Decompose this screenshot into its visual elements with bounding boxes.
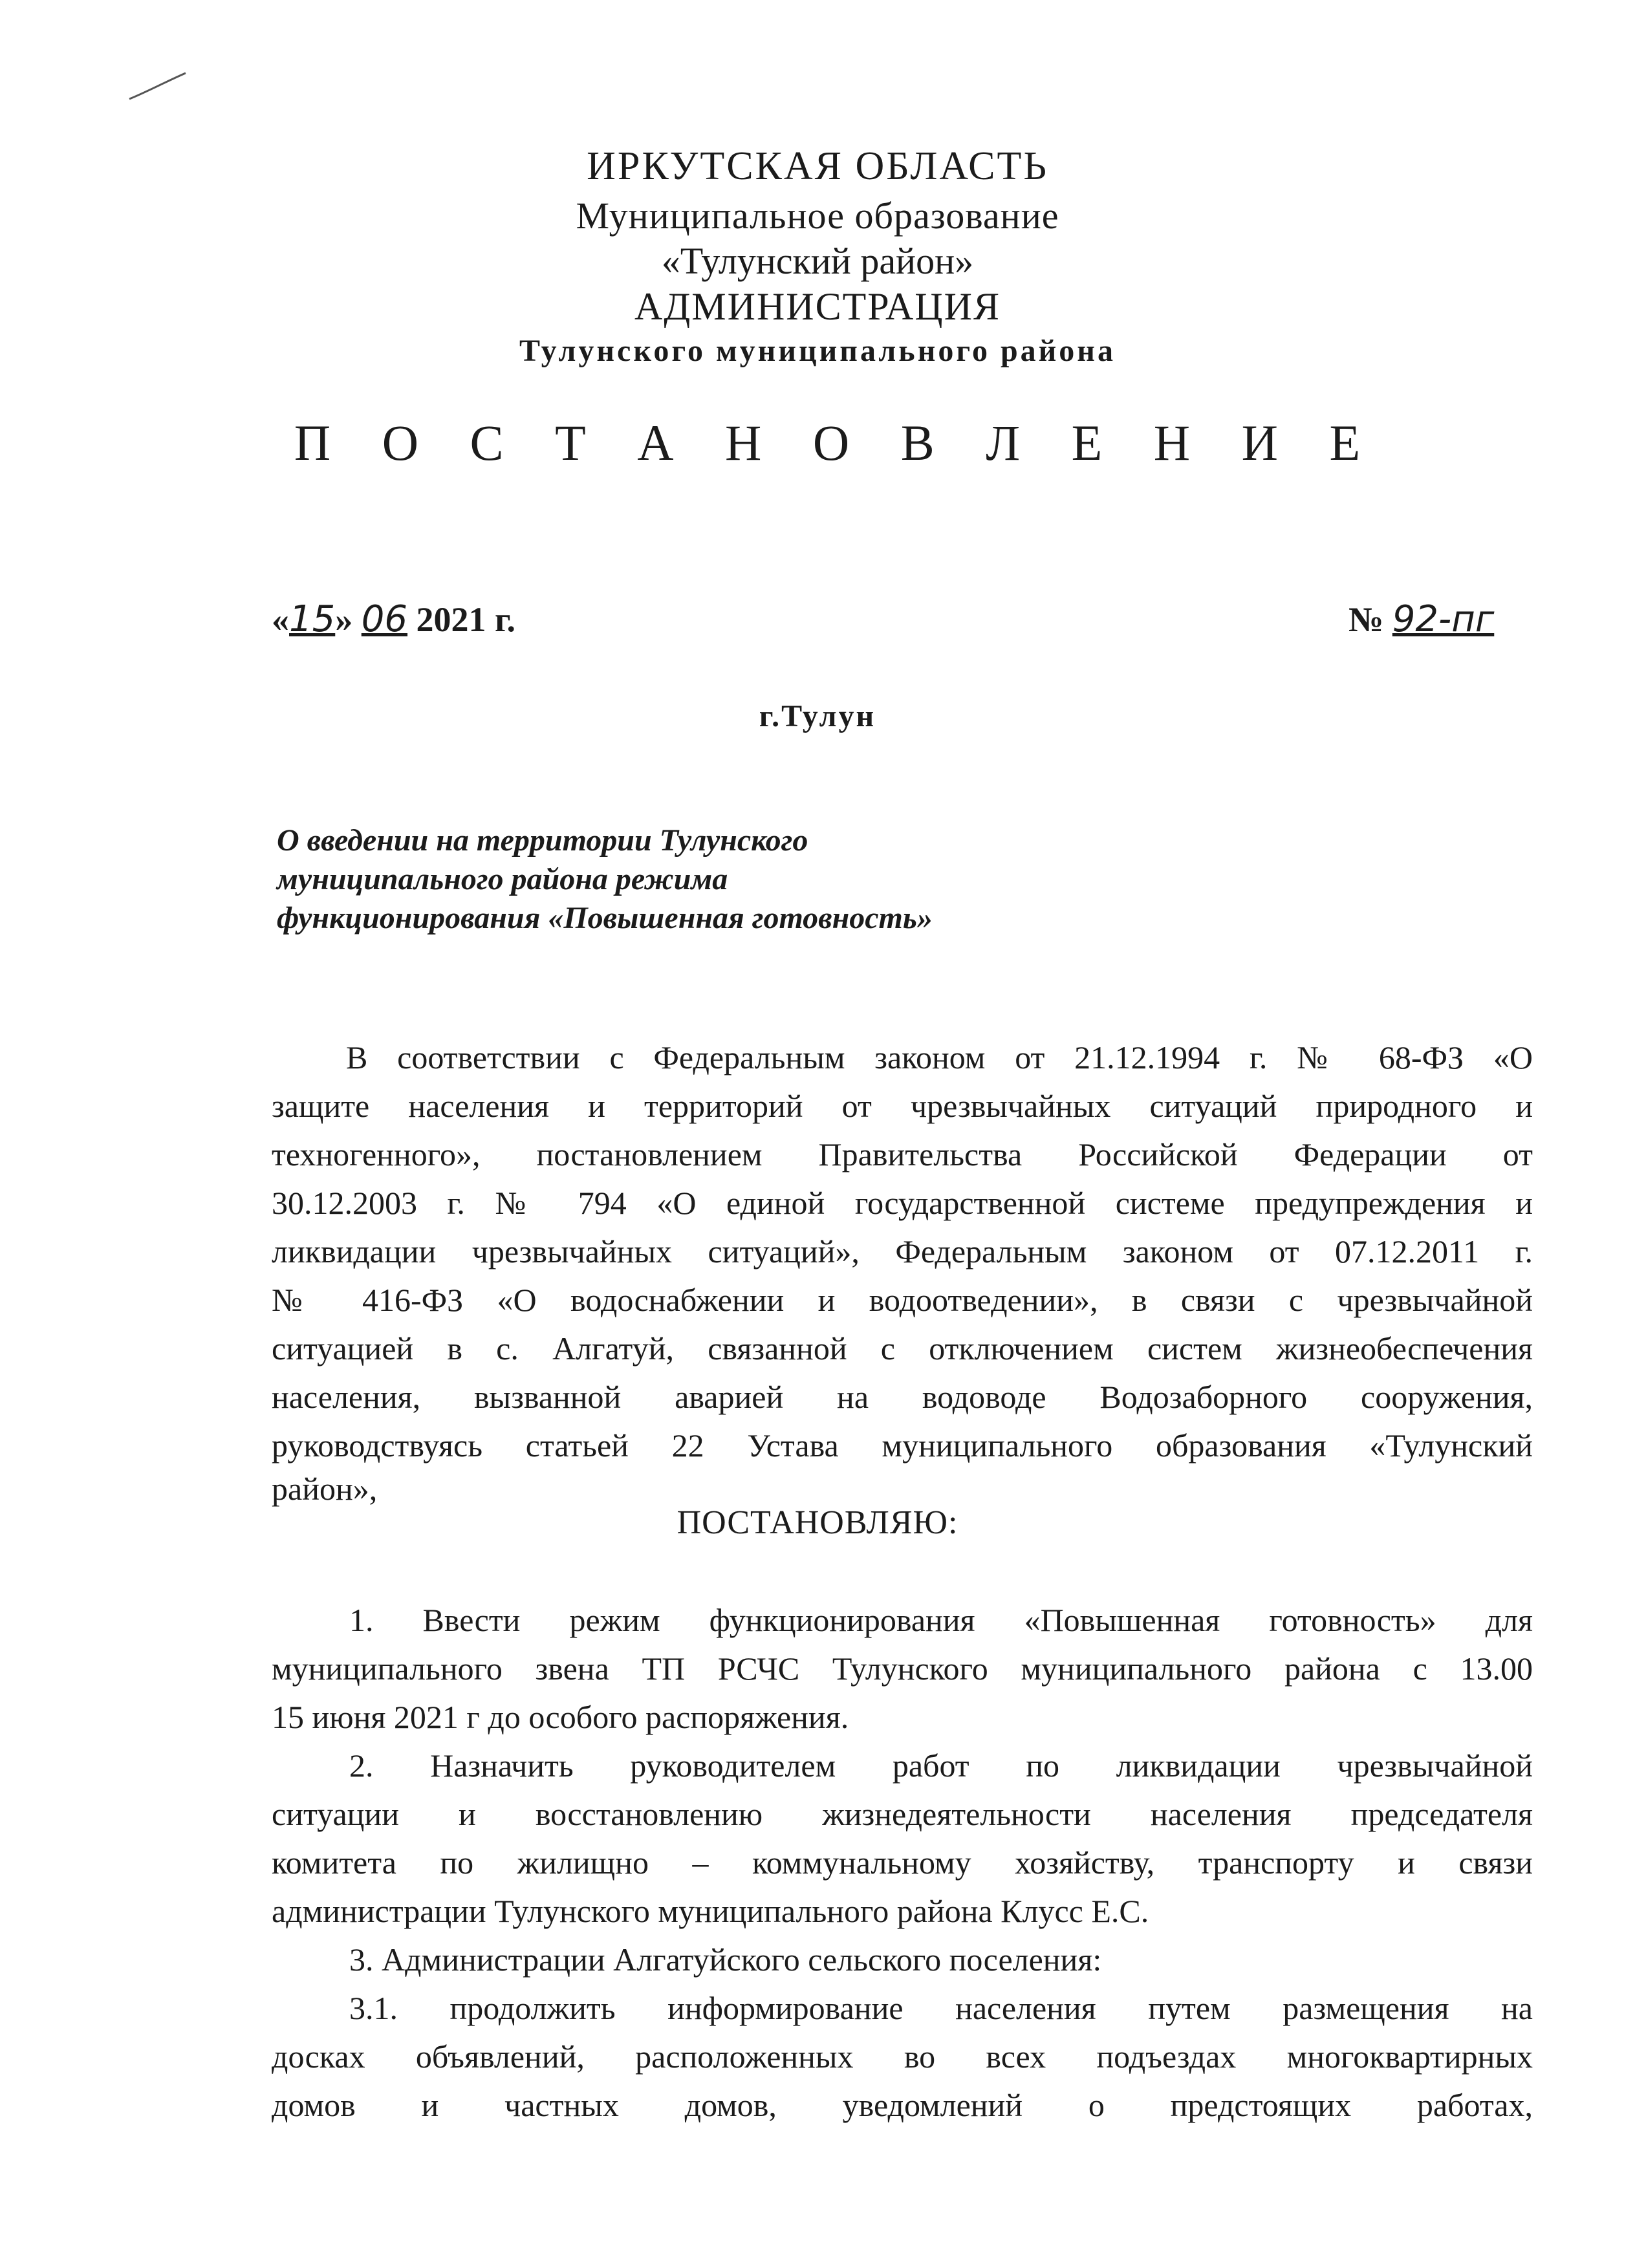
subject-line: функционирования «Повышенная готовность» [277,901,933,935]
item-line: домов и частных домов, уведомлений о предстоящих работах, [272,2087,1533,2123]
item-line: администрации Тулунского муниципального района Клусс Е.С. [272,1893,1149,1929]
body-line: ликвидации чрезвычайных ситуаций», Федеральным законом от 07.12.2011 г. [272,1233,1533,1269]
municipality-type: Муниципальное образование [576,195,1059,237]
body-line: техногенного», постановлением Правительства Российской Федерации от [272,1136,1533,1172]
item-line: 2. Назначить руководителем работ по ликвидации чрезвычайной [349,1747,1533,1784]
body-line: 30.12.2003 г. № 794 «О единой государственной системе предупреждения и [272,1185,1533,1221]
item-line: муниципального звена ТП РСЧС Тулунского муниципального района с 13.00 [272,1650,1533,1687]
body-line: населения, вызванной аварией на водоводе Водозаборного сооружения, [272,1379,1533,1415]
date-open-quote: « [272,600,289,639]
body-line: ситуацией в с. Алгатуй, связанной с отключением систем жизнеобеспечения [272,1330,1533,1366]
document-date [272,598,515,640]
number-value: 92-пг [1392,598,1495,640]
date-day: 15 [289,598,336,640]
subject-line: О введении на территории Тулунского [277,823,808,858]
body-line: № 416-ФЗ «О водоснабжении и водоотведении», в связи с чрезвычайной [272,1282,1533,1318]
body-line: руководствуясь статьей 22 Устава муниципального образования «Тулунский [272,1427,1533,1463]
document-number [1348,598,1494,640]
item-line: ситуации и восстановлению жизнедеятельности населения председателя [272,1796,1533,1832]
item-line: 1. Ввести режим функционирования «Повышенная готовность» для [349,1602,1533,1638]
subject-line: муниципального района режима [277,862,728,896]
date-month: 06 [361,598,408,640]
item-line: 3.1. продолжить информирование населения путем размещения на [349,1990,1533,2026]
municipality-name: «Тулунский район» [661,240,974,282]
region-heading: ИРКУТСКАЯ ОБЛАСТЬ [587,144,1048,188]
document-type-title: П О С Т А Н О В Л Е Н И Е [294,415,1380,471]
date-close-quote: » [335,600,353,639]
item-line: 3. Администрации Алгатуйского сельского поселения: [349,1941,1102,1978]
district-heading: Тулунского муниципального района [519,334,1116,368]
administration-heading: АДМИНИСТРАЦИЯ [634,285,1001,328]
date-year: 2021 г. [416,600,515,639]
document-subject [277,821,933,938]
item-line: комитета по жилищно – коммунальному хозяйству, транспорту и связи [272,1844,1533,1881]
city-name: г.Тулун [759,699,876,733]
number-label: № [1348,600,1384,639]
pen-mark [126,68,191,107]
body-line: район», [272,1471,378,1507]
decree-heading: ПОСТАНОВЛЯЮ: [677,1504,958,1541]
item-line: досках объявлений, расположенных во всех подъездах многоквартирных [272,2038,1533,2075]
body-line: В соответствии с Федеральным законом от 21.12.1994 г. № 68-ФЗ «О [346,1039,1533,1075]
body-line: защите населения и территорий от чрезвычайных ситуаций природного и [272,1088,1533,1124]
item-line: 15 июня 2021 г до особого распоряжения. [272,1699,849,1735]
